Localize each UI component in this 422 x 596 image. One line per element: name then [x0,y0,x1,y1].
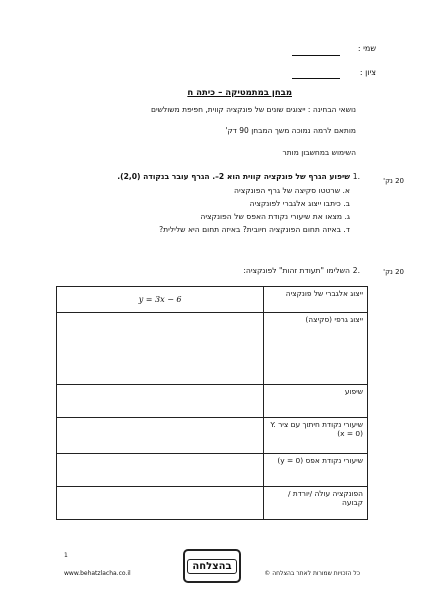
row-label-monotonic: הפונקציה עולה /יורדת / קבועה [264,487,368,520]
grade-line[interactable] [292,78,340,79]
logo-text: בהצלחה [187,559,236,574]
row-label-graph: ייצוג גרפי (סקיצה) [264,313,368,385]
row-label-zero: שיעורי נקודת אפס (y = 0) [264,454,368,487]
q1-text: שיפוע הגרף של פונקציה קווית הוא 2–. הגרף עובר בנקודה (2,0). [117,172,350,181]
q1-item-b: ב. כיתבו ייצוג אלגברי לפונקציה [249,199,350,208]
table-row [57,287,368,313]
grade-label: ציון : [359,68,376,77]
q2-text: השלימו "תעודת זהות" לפונקציה: [243,266,350,275]
table-row [57,487,368,520]
behatzlacha-logo [183,549,241,583]
row-label-algebraic: ייצוג אלגברי של פונקציה [264,287,368,313]
row-value-zero[interactable] [57,454,264,487]
function-id-table [56,286,368,520]
calculator-note: השימוש במחשבון מותר [282,148,356,157]
row-value-monotonic[interactable] [57,487,264,520]
website-link[interactable]: www.behatzlacha.co.il [64,570,131,577]
table-row [57,313,368,385]
q2-points: 20 נק' [383,268,404,276]
q1-item-a: א. שרטטו סקיצה של גרף הפונקציה [234,186,350,195]
row-value-graph[interactable] [57,313,264,385]
exam-duration: מותאם לרמה נמוכה משך המבחן 90 דק' [225,126,356,135]
row-value-algebraic: y = 3x − 6 [57,287,264,313]
page-number: 1 [64,552,68,559]
row-value-slope[interactable] [57,385,264,418]
page-title: מבחן במתמטיקה – כיתה ח [187,88,292,98]
q1-points: 20 נק' [383,177,404,185]
copyright-text: כל הזכויות שמורות לאתר בהצלחה © [264,570,360,577]
row-label-y-intercept: שיעורי נקודת חיתוך עם ציר Y. (x = 0) [264,418,368,454]
name-label: שמי : [357,44,376,53]
q1-item-d: ד. באיזה תחום הפונקציה חיובית? באיזה תחום היא שלילית? [159,225,350,234]
row-label-slope: שיפוע [264,385,368,418]
q1-number: 1. [352,172,360,181]
name-line[interactable] [292,55,340,56]
exam-topics: נושאי הבחינה : ייצוגים שונים של פונקציה קווית, חפיפת משולשים [151,105,356,114]
q1-item-c: ג. מצאו את שיעורי נקודת האפס של הפונקציה [200,212,350,221]
row-value-y-intercept[interactable] [57,418,264,454]
table-row [57,454,368,487]
table-row [57,418,368,454]
q2-number: 2. [352,266,360,275]
table-row [57,385,368,418]
